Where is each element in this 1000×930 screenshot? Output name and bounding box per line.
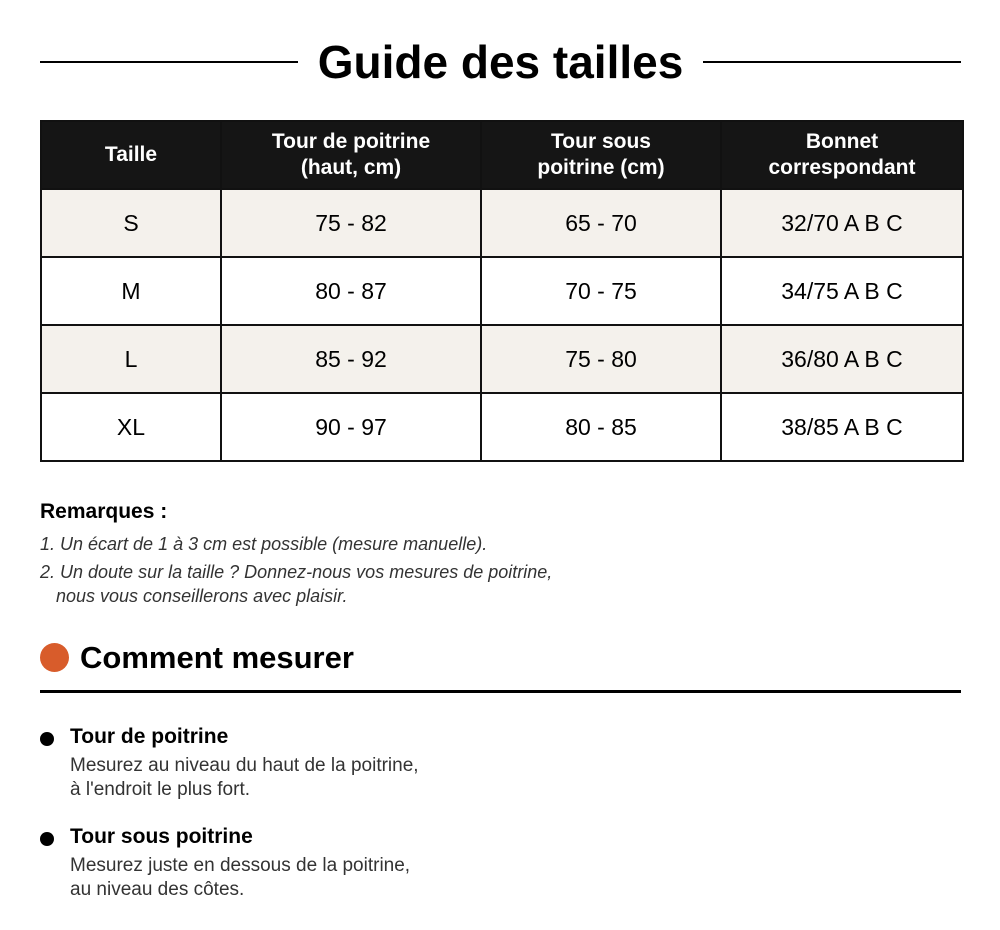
cell-bust: 75 - 82 [221,189,481,257]
header-line: Taille [104,143,158,166]
table-row [41,393,963,461]
cell-bust: 80 - 87 [221,257,481,325]
header-line: Bonnet [805,130,879,153]
cell-cup: 34/75 A B C [721,257,963,325]
bullet-icon [40,732,54,746]
bullet-icon [40,832,54,846]
remark-line: 2. Un doute sur la taille ? Donnez-nous vos mesures de poitrine, [40,562,553,582]
title-line-right [703,61,961,63]
remark-line: nous vous conseillerons avec plaisir. [56,586,348,606]
table-row [41,325,963,393]
cell-cup: 36/80 A B C [721,325,963,393]
page-title: Guide des tailles [317,36,684,88]
header-tour-poitrine [221,121,481,189]
cell-bust: 85 - 92 [221,325,481,393]
remark-2 [40,560,940,608]
remark-line: 1. Un écart de 1 à 3 cm est possible (mesure manuelle). [40,534,488,554]
how-to-header [40,638,961,693]
cell-underbust: 80 - 85 [481,393,721,461]
measure-desc-line: Mesurez au niveau du haut de la poitrine, [70,755,419,776]
cell-size: S [41,189,221,257]
remark-1 [40,532,940,556]
header-line: correspondant [768,156,916,179]
cell-size: M [41,257,221,325]
cell-size: L [41,325,221,393]
measure-desc-line: à l'endroit le plus fort. [70,779,250,800]
measure-description [70,754,670,802]
header-line: Tour de poitrine [271,130,431,153]
orange-dot-icon [40,643,69,672]
table-row [41,189,963,257]
header-tour-sous-poitrine [481,121,721,189]
how-to-title: Comment mesurer [80,640,354,675]
measure-title: Tour de poitrine [70,725,229,748]
header-line: poitrine (cm) [537,156,665,179]
table-header-row [41,121,963,189]
cell-bust: 90 - 97 [221,393,481,461]
cell-underbust: 70 - 75 [481,257,721,325]
header-line: Tour sous [551,130,651,153]
title-row [40,32,961,92]
cell-underbust: 75 - 80 [481,325,721,393]
measure-desc-line: au niveau des côtes. [70,879,245,900]
remarks-title: Remarques : [40,500,168,523]
cell-cup: 38/85 A B C [721,393,963,461]
measure-desc-line: Mesurez juste en dessous de la poitrine, [70,855,411,876]
measure-description [70,854,670,902]
header-line: (haut, cm) [300,156,402,179]
table-row [41,257,963,325]
cell-underbust: 65 - 70 [481,189,721,257]
header-taille [41,121,221,189]
title-line-left [40,61,298,63]
measure-title: Tour sous poitrine [70,825,253,848]
size-table [40,120,964,462]
header-bonnet [721,121,963,189]
remarks-section [40,500,940,612]
cell-size: XL [41,393,221,461]
cell-cup: 32/70 A B C [721,189,963,257]
